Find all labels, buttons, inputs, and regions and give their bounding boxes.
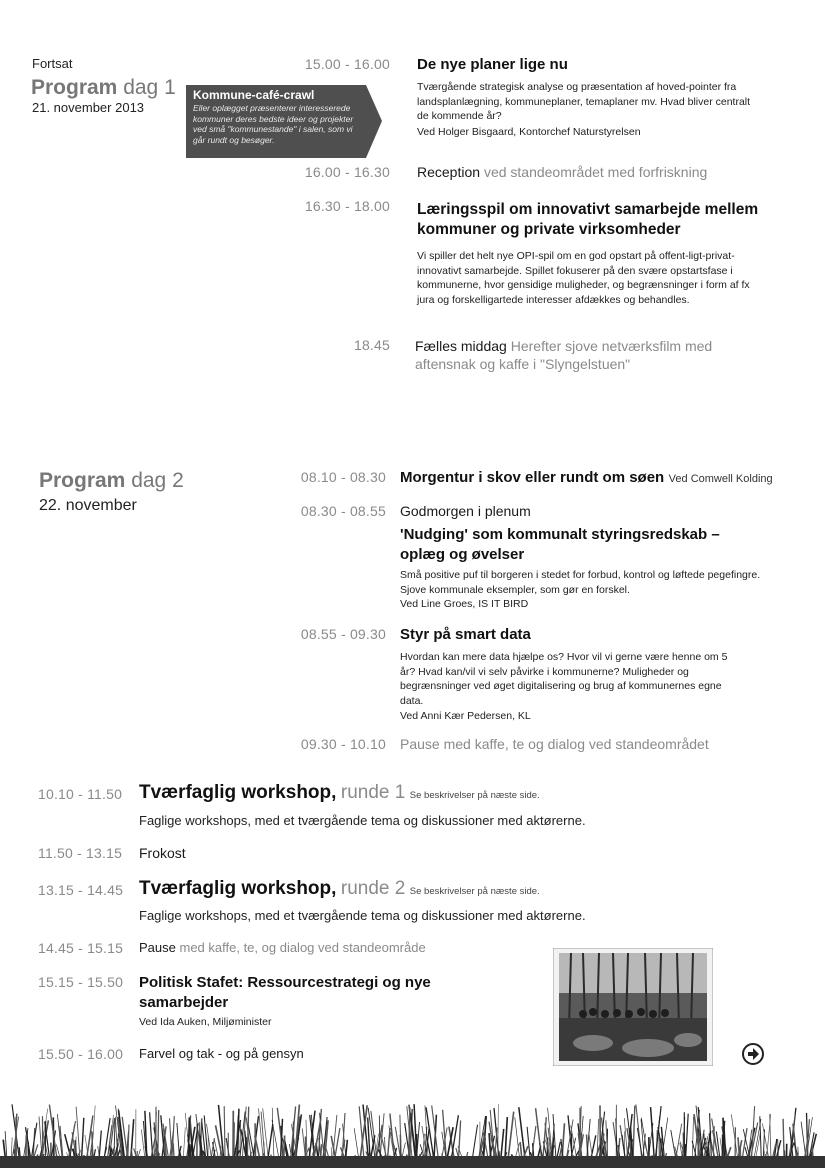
arrow-right-circle-icon[interactable] [742, 1043, 764, 1065]
title-d2-3: Styr på smart data [400, 626, 531, 643]
by-d1-1: Ved Holger Bisgaard, Kontorchef Naturstyrelsen [417, 126, 641, 138]
day2-label: dag 2 [131, 469, 184, 492]
day1-heading [31, 76, 176, 100]
line-d2-4 [400, 736, 709, 752]
time-d2-3: 08.55 - 09.30 [300, 626, 386, 642]
continued-label: Fortsat [32, 56, 73, 71]
time-a-3: 13.15 - 14.45 [38, 882, 124, 898]
time-d2-1: 08.10 - 08.30 [300, 469, 386, 485]
title-d2-4: Pause [400, 736, 440, 752]
extra-d1-4: Herefter sjove netværksfilm med aftensnak og kaffe i "Slyngelstuen" [415, 338, 713, 372]
line-a-1 [139, 782, 540, 804]
line-a-3 [139, 878, 540, 900]
cafe-crawl-text: Eller oplægget præsenterer interesserede kommuner deres bedste ideer og projekter ved små "kommunestande" i salen, som vi går rundt og besøger. [193, 103, 354, 145]
note-a-3: Se beskrivelser på næste side. [409, 886, 540, 897]
time-d1-1: 15.00 - 16.00 [304, 56, 390, 72]
cafe-crawl-tag [186, 85, 382, 158]
line-a-4 [139, 940, 426, 955]
by-d2-2: Ved Line Groes, IS IT BIRD [400, 598, 529, 610]
time-d1-4: 18.45 [353, 337, 390, 353]
title-a-4: Pause [139, 940, 176, 955]
day1-date: 21. november 2013 [32, 100, 145, 115]
time-d2-2: 08.30 - 08.55 [300, 503, 386, 519]
line-d2-1 [400, 469, 773, 487]
forest-group-photo [553, 948, 713, 1066]
time-a-2: 11.50 - 13.15 [38, 845, 123, 861]
title-a-3: Tværfaglig workshop, [139, 878, 337, 899]
extra-d2-1: Ved Comwell Kolding [668, 473, 773, 485]
title-d2-1: Morgentur i skov eller rundt om søen [400, 469, 665, 486]
extra-d2-4: med kaffe, te og dialog ved standeområdet [443, 736, 709, 752]
title-a-5: Politisk Stafet: Ressourcestrategi og nye samarbejder [139, 974, 431, 1011]
day1-label: dag 1 [123, 76, 176, 99]
by-d2-3: Ved Anni Kær Pedersen, KL [400, 710, 531, 722]
title-a-6: Farvel og tak - og på gensyn [139, 1046, 304, 1061]
desc-d2-3: Hvordan kan mere data hjælpe os? Hvor vil vi gerne være henne om 5 år? Hvad kan/vil vi selv påvirke i kommunerne? Muligheder og begrænsninger ved øget digitalisering og brug af kommunernes egne data. [400, 651, 728, 707]
line-d1-2 [417, 164, 707, 180]
desc-a-1: Faglige workshops, med et tværgående tema og diskussioner med aktørerne. [139, 813, 586, 828]
title-d1-1: De nye planer lige nu [417, 56, 568, 73]
title-a-2: Frokost [139, 845, 186, 861]
title-d2-2: 'Nudging' som kommunalt styringsredskab – oplæg og øvelser [400, 526, 720, 563]
program-word-2: Program [39, 469, 126, 492]
time-a-4: 14.45 - 15.15 [38, 940, 124, 956]
cafe-crawl-title: Kommune-café-crawl [193, 88, 315, 102]
grass-footer [0, 1088, 825, 1168]
line-d1-4 [415, 337, 725, 373]
title-plain-d2-2: Godmorgen i plenum [400, 503, 531, 519]
extra-d1-2: ved standeområdet med forfriskning [483, 164, 708, 180]
by-a-5: Ved Ida Auken, Miljøminister [139, 1016, 272, 1028]
time-d2-4: 09.30 - 10.10 [300, 736, 386, 752]
time-d1-2: 16.00 - 16.30 [304, 164, 390, 180]
day2-heading [39, 469, 184, 493]
time-d1-3: 16.30 - 18.00 [304, 198, 390, 214]
title-d1-3: Læringsspil om innovativt samarbejde mellem kommuner og private virksomheder [417, 201, 759, 238]
round-a-3: runde 2 [340, 878, 406, 899]
photo-graphic [553, 948, 713, 1066]
title-d1-4: Fælles middag [415, 338, 507, 354]
desc-d1-3: Vi spiller det helt nye OPI-spil om en god opstart på offent-ligt-privat-innovativt samarbejde. Spillet fokuserer på den svære opstartsfase i kommunerne, hvor gensidige muligheder, og begrænsninger i form af fx jura og forskelligartede interesser afdækkes og behandles. [417, 250, 750, 306]
note-a-1: Se beskrivelser på næste side. [409, 790, 540, 801]
time-a-6: 15.50 - 16.00 [38, 1046, 124, 1062]
desc-d1-1: Tværgående strategisk analyse og præsentation af hoved-pointer fra landsplanlægning, kommuneplaner, temaplaner mv. Hvad bliver centralt de kommende år? [417, 81, 751, 122]
day2-date: 22. november [39, 497, 137, 514]
title-a-1: Tværfaglig workshop, [139, 782, 337, 803]
extra-a-4: med kaffe, te, og dialog ved standeområde [179, 940, 426, 955]
desc-a-3: Faglige workshops, med et tværgående tema og diskussioner med aktørerne. [139, 908, 586, 923]
round-a-1: runde 1 [340, 782, 406, 803]
time-a-5: 15.15 - 15.50 [38, 974, 124, 990]
program-word: Program [31, 76, 118, 99]
title-d1-2: Reception [417, 164, 481, 180]
desc-d2-2: Små positive puf til borgeren i stedet for forbud, kontrol og løftede pegefingre. Sjove kommunale eksempler, som gør en forskel. [400, 569, 761, 596]
time-a-1: 10.10 - 11.50 [38, 786, 123, 802]
